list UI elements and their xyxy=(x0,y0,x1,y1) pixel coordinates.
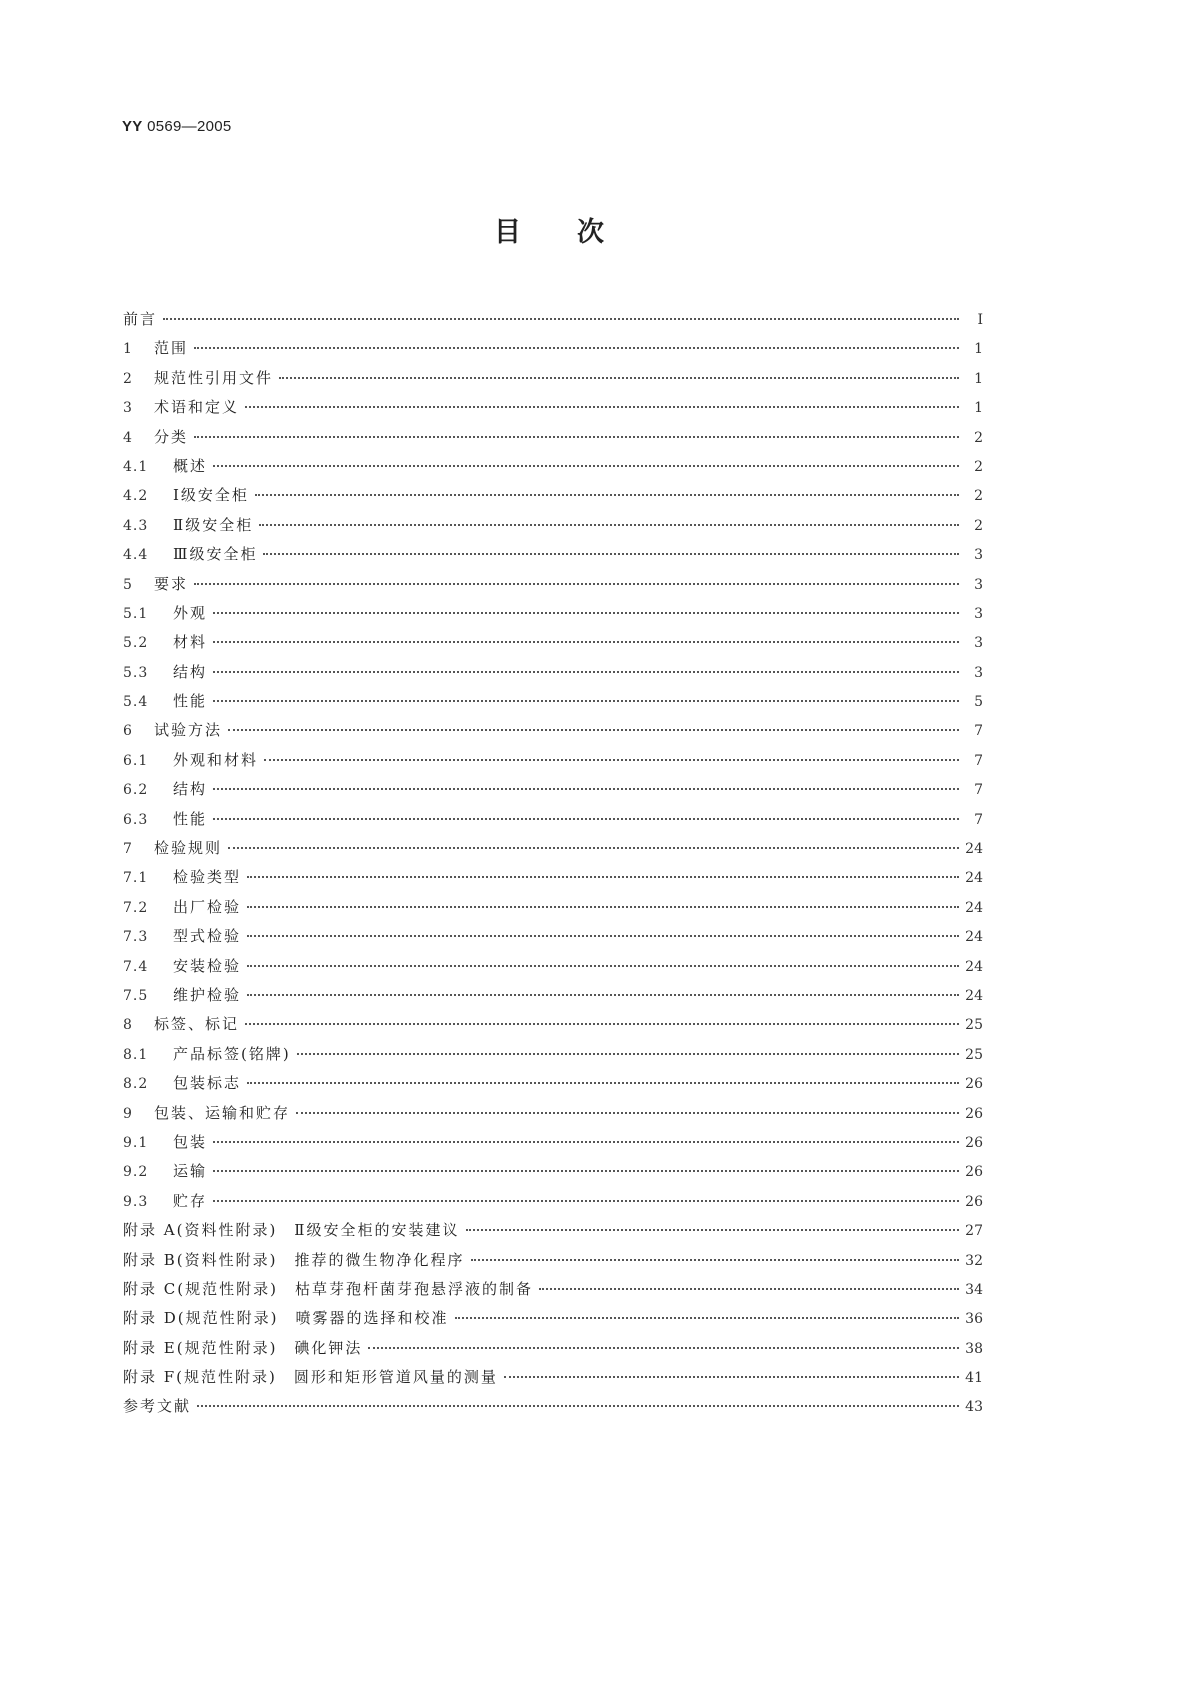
toc-entry[interactable] xyxy=(123,1274,983,1303)
toc-entry-label: 包装、运输和贮存 xyxy=(154,1103,291,1122)
toc-entry-label: 范围 xyxy=(154,339,189,358)
toc-entry-label: 结构 xyxy=(173,662,208,681)
toc-entry-number: 8 xyxy=(123,1017,133,1034)
toc-dot-leader xyxy=(504,1362,959,1382)
toc-entry-number: 7.2 xyxy=(123,899,149,916)
toc-entry-number: 4.1 xyxy=(123,458,149,475)
toc-entry[interactable] xyxy=(123,422,983,451)
toc-entry-label: 分类 xyxy=(154,427,189,446)
toc-entry-label: 标签、标记 xyxy=(154,1015,240,1034)
toc-entry-number: 5.3 xyxy=(123,664,149,681)
toc-entry-number: 7.5 xyxy=(123,987,149,1004)
toc-dot-leader xyxy=(264,745,959,765)
toc-entry[interactable] xyxy=(123,951,983,980)
toc-entry[interactable] xyxy=(123,774,983,803)
toc-dot-leader xyxy=(259,510,959,530)
toc-dot-leader xyxy=(245,1009,959,1029)
toc-entry-label: 附录 A(资料性附录) Ⅱ级安全柜的安装建议 xyxy=(123,1221,460,1240)
toc-entry-label: 前言 xyxy=(123,310,158,328)
toc-entry[interactable] xyxy=(123,539,983,568)
toc-entry-number: 7 xyxy=(123,841,133,858)
toc-entry[interactable] xyxy=(123,1039,983,1068)
toc-entry[interactable] xyxy=(123,1098,983,1127)
toc-entry-label: 附录 C(规范性附录) 枯草芽孢杆菌芽孢悬浮液的制备 xyxy=(123,1279,533,1298)
toc-entry[interactable] xyxy=(123,1156,983,1185)
toc-entry-label: 维护检验 xyxy=(173,985,242,1004)
toc-entry[interactable] xyxy=(123,627,983,656)
toc-entry-label: 规范性引用文件 xyxy=(154,368,274,387)
toc-entry[interactable] xyxy=(123,510,983,539)
toc-dot-leader xyxy=(213,657,959,677)
toc-entry-label: Ⅰ级安全柜 xyxy=(173,486,249,505)
toc-entry[interactable] xyxy=(123,1068,983,1097)
toc-entry-page: 27 xyxy=(965,1223,983,1240)
toc-entry-page: 2 xyxy=(974,429,983,446)
toc-entry[interactable] xyxy=(123,1186,983,1215)
toc-entry-label: 型式检验 xyxy=(173,927,242,946)
toc-entry[interactable] xyxy=(123,1333,983,1362)
toc-dot-leader xyxy=(471,1245,960,1265)
toc-dot-leader xyxy=(255,480,959,500)
toc-entry-page: 24 xyxy=(965,841,983,858)
toc-entry[interactable] xyxy=(123,862,983,891)
toc-dot-leader xyxy=(247,862,959,882)
toc-entry-label: 性能 xyxy=(173,809,208,828)
toc-dot-leader xyxy=(194,422,959,442)
toc-entry[interactable] xyxy=(123,1245,983,1274)
toc-entry-page: 32 xyxy=(965,1252,983,1269)
toc-entry[interactable] xyxy=(123,833,983,862)
toc-entry-page: 36 xyxy=(965,1311,983,1328)
toc-entry-number: 4.2 xyxy=(123,488,149,505)
toc-dot-leader xyxy=(213,451,959,471)
toc-entry-label: 试验方法 xyxy=(154,721,223,740)
toc-dot-leader xyxy=(247,980,959,1000)
toc-entry-page: 24 xyxy=(965,987,983,1004)
toc-dot-leader xyxy=(213,627,959,647)
toc-entry[interactable] xyxy=(123,480,983,509)
toc-entry-page: 7 xyxy=(974,811,983,828)
toc-entry-number: 5 xyxy=(123,576,133,593)
toc-entry-number: 6 xyxy=(123,723,133,740)
toc-dot-leader xyxy=(297,1039,959,1059)
toc-entry-page: 2 xyxy=(974,517,983,534)
toc-entry-number: 4.4 xyxy=(123,547,149,564)
toc-dot-leader xyxy=(466,1215,959,1235)
toc-entry-page: 1 xyxy=(974,370,983,387)
toc-dot-leader xyxy=(228,833,959,853)
toc-entry-number: 9.3 xyxy=(123,1193,149,1210)
toc-entry-number: 5.1 xyxy=(123,605,149,622)
toc-entry-page: 26 xyxy=(965,1076,983,1093)
toc-entry-label: Ⅱ级安全柜 xyxy=(173,515,254,534)
toc-dot-leader xyxy=(213,1127,959,1147)
toc-entry-number: 4 xyxy=(123,429,133,446)
toc-entry[interactable] xyxy=(123,686,983,715)
toc-entry-page: 3 xyxy=(974,664,983,681)
page-title-part2: 次 xyxy=(577,217,606,248)
toc-entry-page: 7 xyxy=(974,723,983,740)
toc-entry-label: 性能 xyxy=(173,692,208,711)
toc-entry-label: 附录 E(规范性附录) 碘化钾法 xyxy=(123,1338,363,1357)
toc-entry[interactable] xyxy=(123,451,983,480)
toc-entry-label: 术语和定义 xyxy=(154,398,240,417)
toc-entry[interactable] xyxy=(123,980,983,1009)
toc-dot-leader xyxy=(213,598,959,618)
toc-entry-label: 外观和材料 xyxy=(173,750,259,769)
toc-dot-leader xyxy=(539,1274,959,1294)
toc-dot-leader xyxy=(194,569,959,589)
toc-entry[interactable] xyxy=(123,304,983,333)
toc-entry[interactable] xyxy=(123,598,983,627)
toc-entry-page: 3 xyxy=(974,547,983,564)
toc-entry-number: 8.2 xyxy=(123,1076,149,1093)
toc-entry-page: 34 xyxy=(965,1281,983,1298)
toc-dot-leader xyxy=(213,1156,959,1176)
toc-entry-label: 概述 xyxy=(173,456,208,475)
toc-entry-page: 25 xyxy=(965,1017,983,1034)
toc-entry-page: 3 xyxy=(974,576,983,593)
toc-entry-page: 1 xyxy=(974,400,983,417)
toc-entry[interactable] xyxy=(123,569,983,598)
toc-entry-number: 7.1 xyxy=(123,870,149,887)
toc-entry-page: 7 xyxy=(974,782,983,799)
toc-entry-page: 41 xyxy=(965,1370,983,1387)
toc-entry-number: 9.2 xyxy=(123,1164,149,1181)
toc-entry-page: 7 xyxy=(974,752,983,769)
toc-entry[interactable] xyxy=(123,1127,983,1156)
toc-dot-leader xyxy=(228,715,959,735)
toc-entry[interactable] xyxy=(123,745,983,774)
toc-dot-leader xyxy=(247,951,959,971)
toc-entry-number: 4.3 xyxy=(123,517,149,534)
toc-entry[interactable] xyxy=(123,921,983,950)
toc-dot-leader xyxy=(296,1098,959,1118)
standard-code-prefix: YY xyxy=(122,118,143,135)
toc-entry-label: 外观 xyxy=(173,603,208,622)
toc-entry[interactable] xyxy=(123,657,983,686)
toc-entry-page: 43 xyxy=(965,1399,983,1416)
toc-entry-number: 6.2 xyxy=(123,782,149,799)
toc-entry-page: 24 xyxy=(965,899,983,916)
toc-entry-page: 38 xyxy=(965,1340,983,1357)
toc-dot-leader xyxy=(455,1303,959,1323)
toc-entry-label: 出厂检验 xyxy=(173,897,242,916)
toc-entry-label: 结构 xyxy=(173,780,208,799)
toc-dot-leader xyxy=(213,774,959,794)
toc-entry[interactable] xyxy=(123,363,983,392)
toc-entry-page: 24 xyxy=(965,929,983,946)
toc-entry-page: 26 xyxy=(965,1134,983,1151)
toc-entry-label: 检验类型 xyxy=(173,868,242,887)
toc-entry-page: 26 xyxy=(965,1105,983,1122)
toc-entry-label: 检验规则 xyxy=(154,839,223,858)
toc-entry-label: 包装标志 xyxy=(173,1074,242,1093)
toc-entry-page: 3 xyxy=(974,635,983,652)
toc-entry-page: 26 xyxy=(965,1193,983,1210)
toc-dot-leader xyxy=(247,921,959,941)
toc-entry-page: 2 xyxy=(974,488,983,505)
toc-entry-number: 7.3 xyxy=(123,929,149,946)
toc-entry-page: 24 xyxy=(965,870,983,887)
toc-entry-number: 6.3 xyxy=(123,811,149,828)
toc-entry-label: 安装检验 xyxy=(173,956,242,975)
page-title-part1: 目 xyxy=(494,217,523,248)
page-title xyxy=(0,210,1100,249)
toc-entry-number: 5.2 xyxy=(123,635,149,652)
toc-dot-leader xyxy=(247,892,959,912)
toc-entry-number: 2 xyxy=(123,370,133,387)
toc-entry-label: 包装 xyxy=(173,1132,208,1151)
toc-entry-page: 5 xyxy=(974,694,983,711)
standard-code-number: 0569—2005 xyxy=(147,118,232,135)
toc-dot-leader xyxy=(213,686,959,706)
toc-entry-number: 3 xyxy=(123,400,133,417)
toc-dot-leader xyxy=(213,1186,959,1206)
toc-entry-page: 2 xyxy=(974,458,983,475)
toc-entry-label: 产品标签(铭牌) xyxy=(173,1044,291,1063)
toc-dot-leader xyxy=(194,333,959,353)
toc-entry-label: 附录 F(规范性附录) 圆形和矩形管道风量的测量 xyxy=(123,1368,498,1387)
toc-entry[interactable] xyxy=(123,1362,983,1391)
toc-entry[interactable] xyxy=(123,715,983,744)
toc-dot-leader xyxy=(163,304,959,324)
toc-entry[interactable] xyxy=(123,1009,983,1038)
toc-dot-leader xyxy=(368,1333,959,1353)
toc-dot-leader xyxy=(197,1391,959,1411)
toc-dot-leader xyxy=(245,392,959,412)
toc-dot-leader xyxy=(247,1068,959,1088)
toc-entry-page: 24 xyxy=(965,958,983,975)
toc-dot-leader xyxy=(279,363,959,383)
toc-dot-leader xyxy=(263,539,959,559)
toc-entry-label: 附录 B(资料性附录) 推荐的微生物净化程序 xyxy=(123,1250,465,1269)
toc-entry-label: 贮存 xyxy=(173,1191,208,1210)
standard-code xyxy=(122,118,232,135)
toc-entry[interactable] xyxy=(123,804,983,833)
toc-entry-label: 要求 xyxy=(154,574,189,593)
toc-entry[interactable] xyxy=(123,392,983,421)
toc-entry-page: 3 xyxy=(974,605,983,622)
toc-entry-page: 25 xyxy=(965,1046,983,1063)
toc-dot-leader xyxy=(213,804,959,824)
toc-entry[interactable] xyxy=(123,333,983,362)
toc-entry[interactable] xyxy=(123,1215,983,1244)
toc-entry-number: 7.4 xyxy=(123,958,149,975)
toc-entry[interactable] xyxy=(123,892,983,921)
toc-entry-label: 材料 xyxy=(173,633,208,652)
toc-entry-label: 附录 D(规范性附录) 喷雾器的选择和校准 xyxy=(123,1309,449,1328)
toc-entry-number: 9 xyxy=(123,1105,133,1122)
toc-entry-page: 26 xyxy=(965,1164,983,1181)
toc-entry-label: 参考文献 xyxy=(123,1397,192,1416)
toc-entry-number: 6.1 xyxy=(123,752,149,769)
toc-entry-page: Ⅰ xyxy=(977,312,983,328)
toc-entry-number: 1 xyxy=(123,341,133,358)
toc-entry-number: 9.1 xyxy=(123,1134,149,1151)
toc-entry-number: 8.1 xyxy=(123,1046,149,1063)
toc-entry[interactable] xyxy=(123,1303,983,1332)
toc-entry-label: 运输 xyxy=(173,1162,208,1181)
table-of-contents xyxy=(123,304,983,1421)
toc-entry-number: 5.4 xyxy=(123,694,149,711)
toc-entry-page: 1 xyxy=(974,341,983,358)
toc-entry[interactable] xyxy=(123,1391,983,1420)
toc-entry-label: Ⅲ级安全柜 xyxy=(173,545,258,564)
